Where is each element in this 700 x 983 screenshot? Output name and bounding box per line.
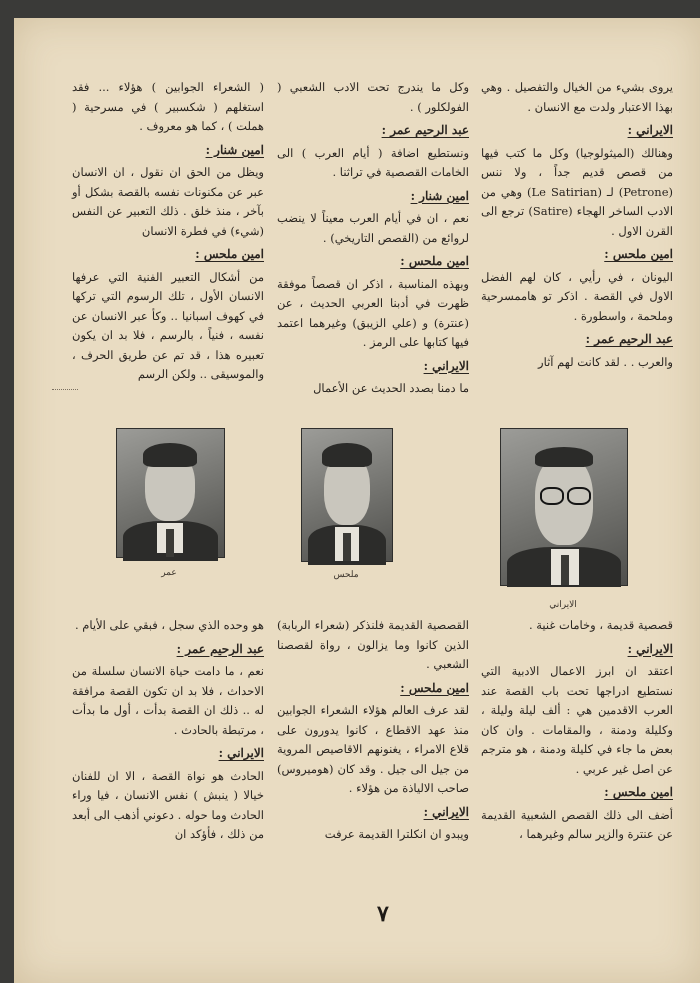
photo-caption-melhes: ملحس bbox=[333, 570, 359, 580]
paragraph: ويظل من الحق ان نقول ، ان الانسان عبر عن مكنونات نفسه بالقصة بشكل أو بآخر ، منذ خلق . ذلك التعبير عن النفس (شيء) في فطرة الانسان bbox=[72, 165, 264, 238]
speaker-label: الايراني : bbox=[627, 641, 673, 656]
paragraph: ويبدو ان انكلترا القديمة عرفت bbox=[324, 827, 469, 841]
paragraph: اليونان ، في رأيي ، كان لهم الفضل الاول في القصة . اذكر تو هاممسرحية وملحمة ، واسطورة . bbox=[481, 269, 673, 323]
photo-caption-irani: الايراني bbox=[549, 600, 577, 610]
speaker-label: امين شنار : bbox=[410, 188, 469, 203]
paragraph: قصصية قديمة ، وخامات غنية . bbox=[528, 618, 673, 632]
paragraph: وبهذه المناسبة ، اذكر ان قصصاً موفقة ظهرت في أدبنا العربي الحديث ، عن (عنترة) و (علي الزيبق) وغيرهما اعتمد فيها كتابها على الرمز . bbox=[277, 276, 469, 349]
paragraph: وهنالك (الميثولوجيا) وكل ما كتب فيها من قصص قديم جداً ، ولا ننس (Petrone) لـ (Le Satirian) وهي من الادب الساخر الهجاء (Satire) ترجع الى القرن الاول . bbox=[481, 145, 674, 238]
paragraph: وكل ما يندرج تحت الادب الشعبي ( الفولكلور ) . bbox=[277, 80, 469, 114]
paragraph: ما دمنا بصدد الحديث عن الأعمال bbox=[313, 381, 469, 395]
photo-irani bbox=[500, 428, 628, 586]
speaker-label: الايراني : bbox=[423, 804, 469, 819]
photo-caption-omar: عمر bbox=[161, 568, 177, 578]
page-number: ٧ bbox=[377, 901, 389, 927]
paragraph: القصصية القديمة فلنذكر (شعراء الربابة) الذين كانوا وما يزالون ، رواة لقصصنا الشعبي . bbox=[277, 618, 469, 671]
speaker-label: امين شنار : bbox=[205, 142, 264, 157]
speaker-label: الايراني : bbox=[218, 746, 264, 760]
speaker-label: امين ملحس : bbox=[604, 247, 673, 261]
speaker-label: امين ملحس : bbox=[400, 680, 469, 695]
paragraph: الحادث هو نواة القصة ، الا ان للفنان خيالا ( ينبش ) نفس الانسان ، فيا وراء الحادث وما حوله . دعوني أذهب الى أبعد من ذلك ، فأؤكد ان bbox=[72, 768, 264, 841]
column-bottom-middle bbox=[277, 616, 469, 847]
photo-omar bbox=[116, 428, 225, 558]
speaker-label: امين ملحس : bbox=[195, 247, 264, 261]
speaker-label: الايراني : bbox=[627, 123, 673, 137]
paragraph: هو وحده الذي سجل ، فبقي على الأيام . bbox=[74, 618, 264, 632]
paragraph: والعرب . . لقد كانت لهم آثار bbox=[538, 354, 673, 369]
paragraph: أضف الى ذلك القصص الشعبية القديمة عن عنترة والزير سالم وغيرهما ، bbox=[481, 807, 673, 841]
column-bottom-right bbox=[481, 616, 673, 847]
speaker-label: عبد الرحيم عمر : bbox=[176, 641, 264, 656]
paragraph: نعم ، ان في أيام العرب معيناً لا ينضب لروائع من (القصص التاريخي) . bbox=[277, 211, 469, 245]
speaker-label: الايراني : bbox=[423, 358, 469, 373]
column-bottom-left bbox=[72, 616, 264, 847]
speaker-label: امين ملحس : bbox=[604, 785, 673, 799]
speaker-label: عبد الرحيم عمر : bbox=[381, 123, 469, 137]
dotted-rule bbox=[52, 388, 78, 390]
magazine-page bbox=[14, 18, 700, 983]
photo-melhes bbox=[301, 428, 393, 562]
paragraph: من أشكال التعبير الفنية التي عرفها الانسان الأول ، تلك الرسوم التي تركها في كهوف اسبانيا .. وكأ عبر الانسان عن نفسه ، فنياً ، بالرسم ، فلا بد ان يكون تعبيره هذا ، قد تم عن طريق الحرف ، والموسيقى .. ولكن الرسم bbox=[72, 269, 264, 381]
paragraph: لقد عرف العالم هؤلاء الشعراء الجوابين منذ عهد الاقطاع ، كانوا يدورون على قلاع الامراء ، يغنونهم الاقاصيص المروية من جيل الى جيل . وقد كان (هوميروس) صاحب الالياذة من هؤلاء . bbox=[277, 703, 469, 795]
paragraph: ونستطيع اضافة ( أيام العرب ) الى الخامات القصصية في تراثنا . bbox=[277, 145, 469, 179]
paragraph: اعتقد ان ابرز الاعمال الادبية التي نستطيع ادراجها تحت باب القصة عند العرب الاقدمين هي : ألف ليلة وليلة ، وكليلة ودمنة ، والمقامات . وان كان بعض ما جاء في كليلة ودمنة ، هو مترجم عن اصل غير عربي . bbox=[481, 664, 673, 776]
paragraph: نعم ، ما دامت حياة الانسان سلسلة من الاحداث ، فلا بد ان تكون القصة مرافقة له .. ذلك ان القصة بدأت ، أول ما بدأت ، مرتبطة بالحادث . bbox=[72, 664, 264, 737]
column-top-left bbox=[72, 78, 264, 387]
column-top-middle bbox=[277, 78, 469, 401]
speaker-label: امين ملحس : bbox=[400, 254, 469, 268]
paragraph: يروى بشيء من الخيال والتفصيل . وهي بهذا الاعتبار ولدت مع الانسان . bbox=[481, 80, 673, 114]
column-top-right bbox=[481, 78, 673, 374]
speaker-label: عبد الرحيم عمر : bbox=[585, 332, 673, 346]
paragraph: ( الشعراء الجوابين ) هؤلاء ... فقد استغلهم ( شكسبير ) في مسرحية ( هملت ) ، كما هو معروف . bbox=[72, 80, 264, 133]
